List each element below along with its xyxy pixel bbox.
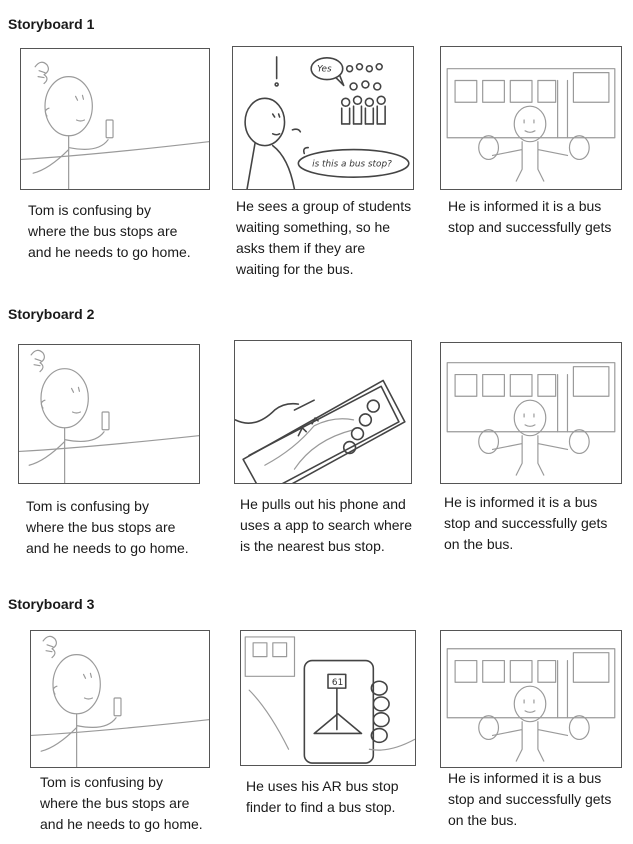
bus-boarding-sketch xyxy=(441,343,621,483)
confused-tom-sketch xyxy=(31,631,209,767)
caption-line: asks them if they are xyxy=(236,240,366,256)
storyboard-3-panel-1-caption xyxy=(40,772,230,835)
caption-line: and he needs to go home. xyxy=(26,540,189,556)
caption-line: on the bus. xyxy=(448,812,518,828)
storyboard-1-panel-1-sketch xyxy=(20,48,210,190)
storyboard-2-title: Storyboard 2 xyxy=(8,306,95,322)
caption-line: finder to find a bus stop. xyxy=(246,799,396,815)
bubble-yes-text: Yes xyxy=(317,64,332,75)
storyboard-1-title: Storyboard 1 xyxy=(8,16,95,32)
storyboard-1-panel-3-sketch xyxy=(440,46,622,190)
caption-line: where the bus stops are xyxy=(40,795,190,811)
storyboard-3-title: Storyboard 3 xyxy=(8,596,95,612)
caption-line: He pulls out his phone and xyxy=(240,496,406,512)
caption-line: Tom is confusing by xyxy=(26,498,149,514)
storyboard-3-panel-3-caption xyxy=(448,768,633,831)
caption-line: and he needs to go home. xyxy=(40,816,203,832)
caption-line: where the bus stops are xyxy=(26,519,176,535)
caption-line: stop and successfully gets xyxy=(444,515,608,531)
storyboard-2-panel-3-sketch xyxy=(440,342,622,484)
storyboard-2-panel-3-caption xyxy=(444,492,633,555)
caption-line: He sees a group of students xyxy=(236,198,412,214)
storyboard-2-panel-1-caption xyxy=(26,496,216,559)
storyboard-3-panel-1-sketch xyxy=(30,630,210,768)
storyboard-2-panel-2-sketch xyxy=(234,340,412,484)
confused-tom-sketch xyxy=(19,345,199,483)
caption-line: He is informed it is a bus xyxy=(448,198,602,214)
caption-line: He uses his AR bus stop xyxy=(246,778,399,794)
caption-line: on the bus. xyxy=(444,536,514,552)
caption-line: is the nearest bus stop. xyxy=(240,538,385,554)
storyboard-3-panel-2-sketch xyxy=(240,630,416,766)
caption-line: stop and successfully gets xyxy=(448,219,612,235)
ar-phone-sketch xyxy=(241,631,415,765)
caption-line: He is informed it is a bus xyxy=(444,494,598,510)
storyboard-3-panel-2-caption xyxy=(246,776,436,818)
caption-line: stop and successfully gets xyxy=(448,791,612,807)
caption-line: waiting for the bus. xyxy=(236,261,354,277)
storyboard-1-panel-2-sketch xyxy=(232,46,414,190)
bus-boarding-sketch xyxy=(441,47,621,189)
caption-line: uses a app to search where xyxy=(240,517,412,533)
caption-line: He is informed it is a bus xyxy=(448,770,602,786)
caption-line: where the bus stops are xyxy=(28,223,178,239)
storyboard-1-panel-2-caption xyxy=(236,196,426,280)
caption-line: and he needs to go home. xyxy=(28,244,191,260)
storyboard-2-panel-2-caption xyxy=(240,494,430,557)
caption-line: waiting something, so he xyxy=(236,219,391,235)
storyboard-3-panel-3-sketch xyxy=(440,630,622,768)
confused-tom-sketch xyxy=(21,49,209,189)
storyboard-1-panel-3-caption xyxy=(448,196,633,238)
bubble-question-text: is this a bus stop? xyxy=(312,159,392,170)
phone-map-sketch xyxy=(235,341,411,483)
caption-line: Tom is confusing by xyxy=(28,202,151,218)
ar-stop-label: 61 xyxy=(331,678,344,689)
students-sketch xyxy=(233,47,413,189)
caption-line: Tom is confusing by xyxy=(40,774,163,790)
bus-boarding-sketch xyxy=(441,631,621,767)
storyboard-2-panel-1-sketch xyxy=(18,344,200,484)
storyboard-1-panel-1-caption xyxy=(28,200,218,263)
